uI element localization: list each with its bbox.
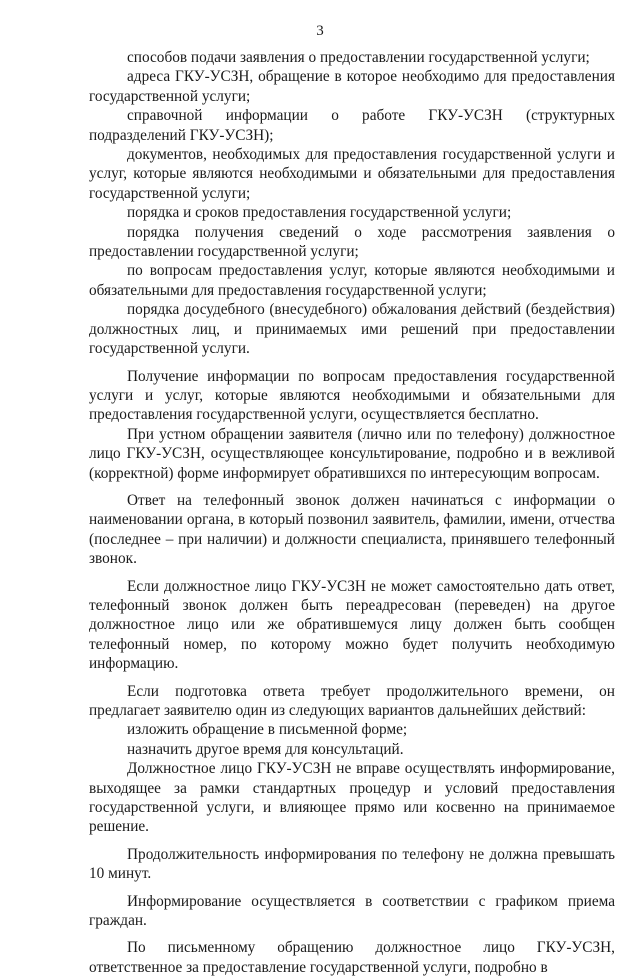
paragraph-appeal-procedure: порядка досудебного (внесудебного) обжалования действий (бездействия) должностных лиц, и принимаемых ими решений при предоставлении государственной услуги. [89, 301, 615, 358]
paragraph-oral-request: При устном обращении заявителя (лично или по телефону) должностное лицо ГКУ-УСЗН, осуществляющее консультирование, подробно и в вежливой (корректной) форме информирует обратившихся по интересующим вопросам. [89, 425, 615, 482]
paragraph-redirect: Если должностное лицо ГКУ-УСЗН не может самостоятельно дать ответ, телефонный звонок должен быть переадресован (переведен) на другое должностное лицо или же обратившемуся лицу должен быть сообщен телефонный номер, по которому можно будет получить необходимую информацию. [89, 577, 615, 673]
paragraph-addresses: адреса ГКУ-УСЗН, обращение в которое необходимо для предоставления государственной услуги; [89, 68, 615, 105]
paragraph-reference-info: справочной информации о работе ГКУ-УСЗН (структурных подразделений ГКУ-УСЗН); [89, 107, 615, 144]
paragraph-restrictions: Должностное лицо ГКУ-УСЗН не вправе осуществлять информирование, выходящее за рамки стандартных процедур и условий предоставления государственной услуги, и влияющее прямо или косвенно на принимаемое решение. [89, 760, 615, 836]
paragraph-other-time: назначить другое время для консультаций. [127, 740, 404, 758]
paragraph-written-form: изложить обращение в письменной форме; [127, 721, 408, 739]
paragraph-duration: Продолжительность информирования по телефону не должна превышать 10 минут. [89, 845, 615, 883]
paragraph-phone-answer: Ответ на телефонный звонок должен начинаться с информации о наименовании органа, в который позвонил заявитель, фамилии, имени, отчества (последнее – при наличии) и должности специалиста, принявшего телефонный звонок. [89, 491, 615, 568]
document-body [89, 48, 615, 977]
paragraph-submission-methods: способов подачи заявления о предоставлении государственной услуги; [127, 49, 590, 66]
paragraph-documents: документов, необходимых для предоставления государственной услуги и услуг, которые являются необходимыми и обязательными для предоставления государственной услуги; [89, 146, 615, 202]
paragraph-mandatory-services: по вопросам предоставления услуг, которые являются необходимыми и обязательными для предоставления государственной услуги; [89, 262, 615, 299]
paragraph-progress-info: порядка получения сведений о ходе рассмотрения заявления о предоставлении государственной услуги; [89, 223, 615, 261]
paragraph-long-answer: Если подготовка ответа требует продолжительного времени, он предлагает заявителю один из следующих вариантов дальнейших действий: [89, 682, 615, 719]
paragraph-procedure-terms: порядка и сроков предоставления государственной услуги; [127, 204, 512, 222]
paragraph-written-request: По письменному обращению должностное лицо ГКУ-УСЗН, ответственное за предоставление государственной услуги, подробно в [89, 939, 615, 976]
paragraph-schedule: Информирование осуществляется в соответствии с графиком приема граждан. [89, 892, 615, 930]
page-number: 3 [316, 23, 324, 39]
paragraph-free-info: Получение информации по вопросам предоставления государственной услуги и услуг, которые являются необходимыми и обязательными для предоставления государственной услуги, осуществляется бесплатно. [89, 367, 615, 424]
